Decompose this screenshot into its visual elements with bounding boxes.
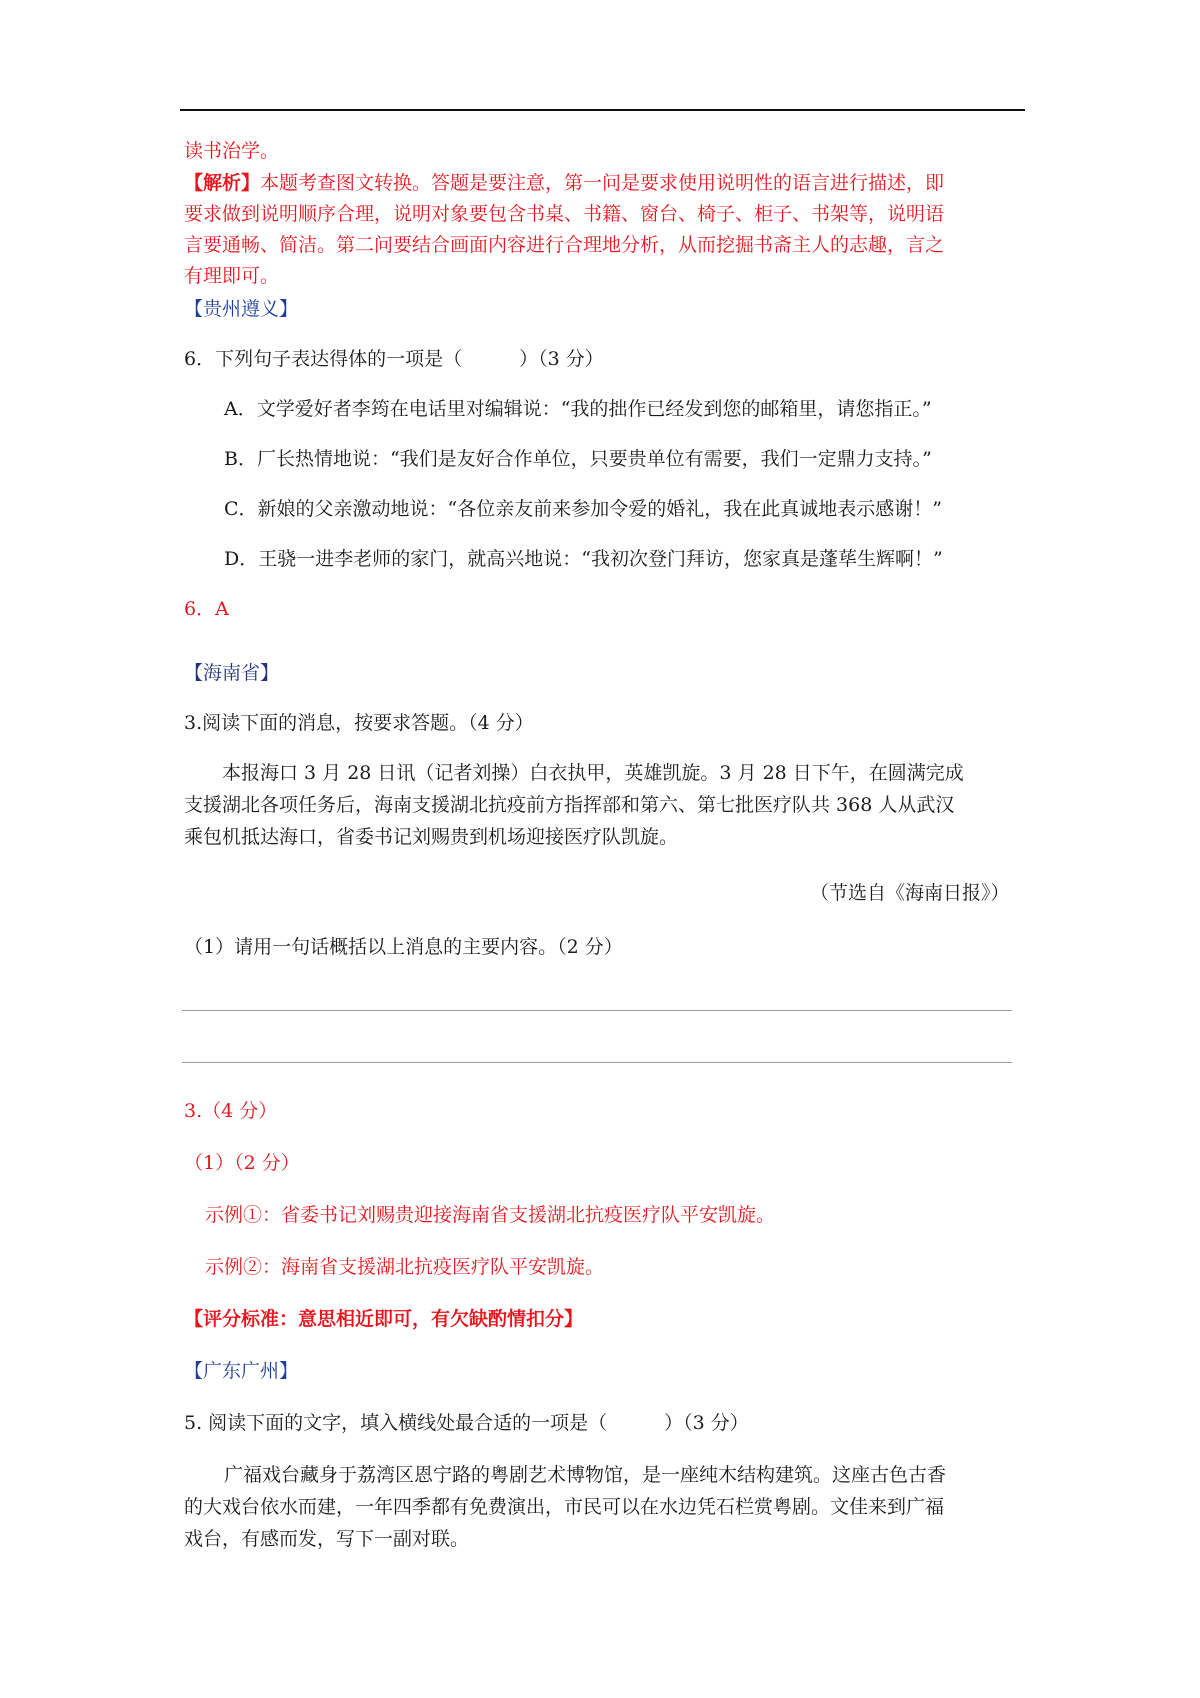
- passage-line-2: 的大戏台依水而建，一年四季都有免费演出，市民可以在水边凭石栏赏粤剧。文佳来到广福: [184, 1496, 945, 1518]
- region-label-guangzhou: 【广东广州】: [184, 1360, 299, 1382]
- passage-line-1: 广福戏台藏身于荔湾区恩宁路的粤剧艺术博物馆，是一座纯木结构建筑。这座古色古香: [224, 1464, 947, 1486]
- prev-answer-ending: 读书治学。: [184, 140, 280, 162]
- option-b: B．厂长热情地说：“我们是友好合作单位，只要贵单位有需要，我们一定鼎力支持。”: [224, 448, 932, 470]
- region-label-hainan: 【海南省】: [184, 662, 280, 684]
- answer-blank-line: [182, 1062, 1012, 1063]
- passage-line-1: 本报海口 3 月 28 日讯（记者刘操）白衣执甲，英雄凯旋。3 月 28 日下午，在圆满完成: [222, 762, 964, 784]
- option-d: D．王骁一进李老师的家门，就高兴地说：“我初次登门拜访，您家真是蓬荜生辉啊！”: [224, 548, 943, 570]
- passage-line-3: 戏台，有感而发，写下一副对联。: [184, 1528, 470, 1550]
- header-rule: [180, 109, 1025, 111]
- analysis-tag: 【解析】: [184, 172, 261, 194]
- passage-source: （节选自《海南日报》）: [810, 882, 1010, 904]
- example-1: 示例①：省委书记刘赐贵迎接海南省支援湖北抗疫医疗队平安凯旋。: [205, 1204, 776, 1226]
- passage-line-2: 支援湖北各项任务后，海南支援湖北抗疫前方指挥部和第六、第七批医疗队共 368 人从武汉: [184, 794, 955, 816]
- analysis-line-2: 要求做到说明顺序合理，说明对象要包含书桌、书籍、窗台、椅子、柜子、书架等，说明语: [184, 203, 945, 225]
- region-label-guizhou: 【贵州遵义】: [184, 298, 299, 320]
- question-5: 5. 阅读下面的文字，填入横线处最合适的一项是（ ）（3 分）: [184, 1412, 749, 1434]
- sub-question-1: （1）请用一句话概括以上消息的主要内容。（2 分）: [184, 936, 623, 958]
- analysis-line-1: 【解析】本题考查图文转换。答题是要注意，第一问是要求使用说明性的语言进行描述，即: [184, 172, 945, 194]
- analysis-line-4: 有理即可。: [184, 265, 280, 287]
- scoring-standard: 【评分标准：意思相近即可，有欠缺酌情扣分】: [184, 1308, 584, 1330]
- option-c: C．新娘的父亲激动地说：“各位亲友前来参加令爱的婚礼，我在此真诚地表示感谢！”: [224, 498, 942, 520]
- answer-blank-line: [182, 1010, 1012, 1011]
- question-6: 6．下列句子表达得体的一项是（ ）（3 分）: [184, 348, 604, 370]
- option-a: A．文学爱好者李筠在电话里对编辑说：“我的拙作已经发到您的邮箱里，请您指正。”: [224, 398, 932, 420]
- answer-6: 6．A: [184, 598, 229, 620]
- analysis-line-3: 言要通畅、简洁。第二问要结合画面内容进行合理地分析，从而挖掘书斋主人的志趣，言之: [184, 234, 945, 256]
- answer-3-head: 3.（4 分）: [184, 1100, 278, 1122]
- question-3: 3.阅读下面的消息，按要求答题。（4 分）: [184, 712, 534, 734]
- answer-3-sub: （1）（2 分）: [184, 1152, 300, 1174]
- example-2: 示例②：海南省支援湖北抗疫医疗队平安凯旋。: [205, 1256, 605, 1278]
- passage-line-3: 乘包机抵达海口，省委书记刘赐贵到机场迎接医疗队凯旋。: [184, 826, 679, 848]
